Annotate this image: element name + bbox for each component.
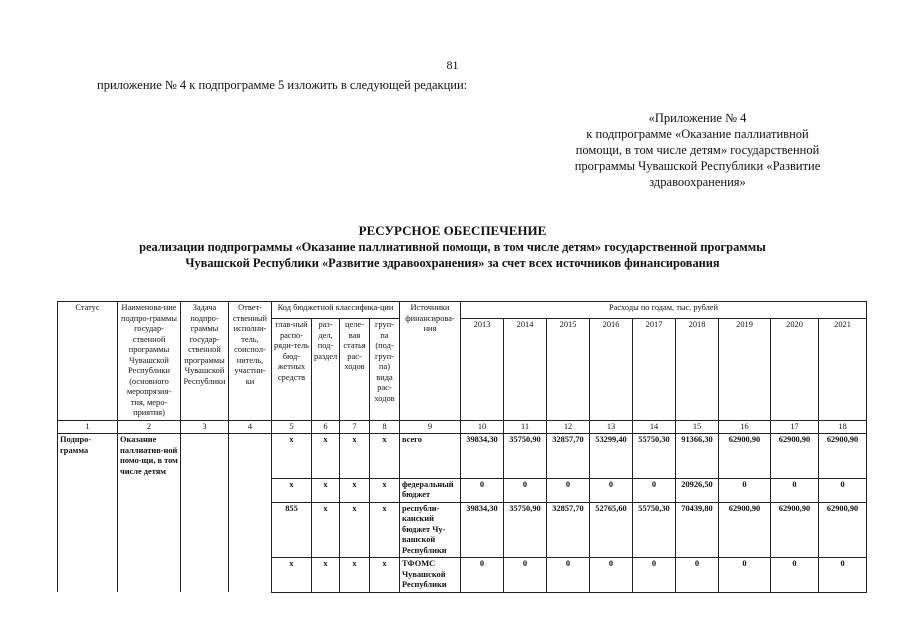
- status-cell: [58, 502, 118, 558]
- appendix-line: помощи, в том числе детям» государственной: [575, 143, 820, 157]
- header-year: 2015: [547, 319, 590, 421]
- column-number: 14: [633, 420, 676, 434]
- vr-cell: x: [370, 502, 400, 558]
- table-body: [58, 434, 867, 593]
- header-year: 2016: [590, 319, 633, 421]
- value-cell: 0: [771, 558, 819, 593]
- status-cell: [58, 558, 118, 593]
- cs-cell: x: [340, 434, 370, 479]
- value-cell: 35750,90: [504, 434, 547, 479]
- value-cell: 62900,90: [819, 434, 867, 479]
- rz-cell: x: [312, 478, 340, 502]
- column-number: 10: [461, 420, 504, 434]
- header-year: 2021: [819, 319, 867, 421]
- column-number: 5: [272, 420, 312, 434]
- header-expenses: Расходы по годам, тыс. рублей: [461, 302, 867, 319]
- value-cell: 0: [590, 478, 633, 502]
- header-year: 2019: [719, 319, 771, 421]
- cs-cell: x: [340, 502, 370, 558]
- table-row: [58, 478, 867, 502]
- value-cell: 0: [719, 478, 771, 502]
- responsible-cell: [229, 558, 272, 593]
- value-cell: 39834,30: [461, 434, 504, 479]
- document-title: РЕСУРСНОЕ ОБЕСПЕЧЕНИЕ: [358, 223, 547, 238]
- value-cell: 0: [590, 558, 633, 593]
- status-cell: Подпро-грамма: [58, 434, 118, 479]
- gr-cell: 855: [272, 502, 312, 558]
- header-gr: глав-ный распо-ряди-тель бюд-жетных средств: [272, 319, 312, 421]
- header-vr: груп-па (под-груп-па) вида рас-ходов: [370, 319, 400, 421]
- name-cell: [118, 502, 181, 558]
- value-cell: 0: [719, 558, 771, 593]
- value-cell: 0: [819, 558, 867, 593]
- cs-cell: x: [340, 558, 370, 593]
- column-number: 18: [819, 420, 867, 434]
- column-number: 7: [340, 420, 370, 434]
- appendix-line: здравоохранения»: [649, 175, 746, 189]
- value-cell: 62900,90: [771, 434, 819, 479]
- column-number: 16: [719, 420, 771, 434]
- header-year: 2020: [771, 319, 819, 421]
- value-cell: 62900,90: [771, 502, 819, 558]
- header-responsible: Ответ-ственный исполни-тель, соиспол-нитель, участни-ки: [229, 302, 272, 421]
- header-name: Наименова-ние подпро-граммы государ-ственной программы Чувашской Республики (основного меропрязия-тия, меро-приятия): [118, 302, 181, 421]
- vr-cell: x: [370, 478, 400, 502]
- source-cell: республи-канский бюджет Чу-вашской Республики: [400, 502, 461, 558]
- value-cell: 55750,30: [633, 502, 676, 558]
- responsible-cell: [229, 478, 272, 502]
- header-budget-code: Код бюджетной классифика-ции: [272, 302, 400, 319]
- source-cell: всего: [400, 434, 461, 479]
- header-rz: раз-дел, под-раздел: [312, 319, 340, 421]
- appendix-heading: [530, 110, 865, 190]
- responsible-cell: [229, 502, 272, 558]
- value-cell: 0: [819, 478, 867, 502]
- table-row: [58, 558, 867, 593]
- task-cell: [181, 502, 229, 558]
- table-row: [58, 502, 867, 558]
- responsible-cell: [229, 434, 272, 479]
- header-year: 2018: [676, 319, 719, 421]
- rz-cell: x: [312, 434, 340, 479]
- value-cell: 0: [633, 478, 676, 502]
- value-cell: 0: [504, 478, 547, 502]
- value-cell: 20926,50: [676, 478, 719, 502]
- cs-cell: x: [340, 478, 370, 502]
- value-cell: 0: [771, 478, 819, 502]
- column-number: 8: [370, 420, 400, 434]
- value-cell: 32857,70: [547, 502, 590, 558]
- rz-cell: x: [312, 502, 340, 558]
- value-cell: 0: [547, 558, 590, 593]
- value-cell: 0: [504, 558, 547, 593]
- column-number: 9: [400, 420, 461, 434]
- status-cell: [58, 478, 118, 502]
- name-cell: [118, 558, 181, 593]
- header-year: 2014: [504, 319, 547, 421]
- appendix-line: программы Чувашской Республики «Развитие: [574, 159, 821, 173]
- vr-cell: x: [370, 558, 400, 593]
- table-row: [58, 434, 867, 479]
- value-cell: 0: [461, 478, 504, 502]
- value-cell: 39834,30: [461, 502, 504, 558]
- value-cell: 0: [547, 478, 590, 502]
- value-cell: 35750,90: [504, 502, 547, 558]
- header-status: Статус: [58, 302, 118, 421]
- header-sources: Источники финансирова-ния: [400, 302, 461, 421]
- header-year: 2017: [633, 319, 676, 421]
- document-subtitle: [60, 239, 845, 271]
- name-cell: [118, 478, 181, 502]
- value-cell: 62900,90: [819, 502, 867, 558]
- column-number: 1: [58, 420, 118, 434]
- intro-text: приложение № 4 к подпрограмме 5 изложить в следующей редакции:: [97, 78, 468, 92]
- value-cell: 0: [461, 558, 504, 593]
- gr-cell: x: [272, 558, 312, 593]
- gr-cell: x: [272, 478, 312, 502]
- column-number: 15: [676, 420, 719, 434]
- subtitle-line: реализации подпрограммы «Оказание паллиативной помощи, в том числе детям» государственной программы: [139, 240, 766, 254]
- value-cell: 62900,90: [719, 502, 771, 558]
- name-cell: Оказание паллиатив-ной помо-щи, в том числе детям: [118, 434, 181, 479]
- value-cell: 0: [633, 558, 676, 593]
- value-cell: 55750,30: [633, 434, 676, 479]
- appendix-line: к подпрограмме «Оказание паллиативной: [586, 127, 809, 141]
- task-cell: [181, 558, 229, 593]
- source-cell: ТФОМС Чувашской Республики: [400, 558, 461, 593]
- rz-cell: x: [312, 558, 340, 593]
- resource-table: [57, 301, 867, 593]
- value-cell: 53299,40: [590, 434, 633, 479]
- page-number: 81: [446, 58, 459, 72]
- value-cell: 62900,90: [719, 434, 771, 479]
- column-number: 11: [504, 420, 547, 434]
- column-number: 6: [312, 420, 340, 434]
- column-number: 12: [547, 420, 590, 434]
- value-cell: 70439,80: [676, 502, 719, 558]
- column-number: 4: [229, 420, 272, 434]
- source-cell: федеральный бюджет: [400, 478, 461, 502]
- value-cell: 0: [676, 558, 719, 593]
- vr-cell: x: [370, 434, 400, 479]
- column-number: 13: [590, 420, 633, 434]
- appendix-line: «Приложение № 4: [648, 111, 747, 125]
- column-number: 2: [118, 420, 181, 434]
- value-cell: 91366,30: [676, 434, 719, 479]
- column-number-row: [58, 420, 867, 434]
- header-year: 2013: [461, 319, 504, 421]
- task-cell: [181, 434, 229, 479]
- value-cell: 52765,60: [590, 502, 633, 558]
- column-number: 17: [771, 420, 819, 434]
- subtitle-line: Чувашской Республики «Развитие здравоохранения» за счет всех источников финансирования: [185, 256, 720, 270]
- header-cs: целе-вая статья рас-ходов: [340, 319, 370, 421]
- task-cell: [181, 478, 229, 502]
- header-task: Задача подпро-граммы государ-ственной программы Чувашской Республики: [181, 302, 229, 421]
- gr-cell: x: [272, 434, 312, 479]
- value-cell: 32857,70: [547, 434, 590, 479]
- column-number: 3: [181, 420, 229, 434]
